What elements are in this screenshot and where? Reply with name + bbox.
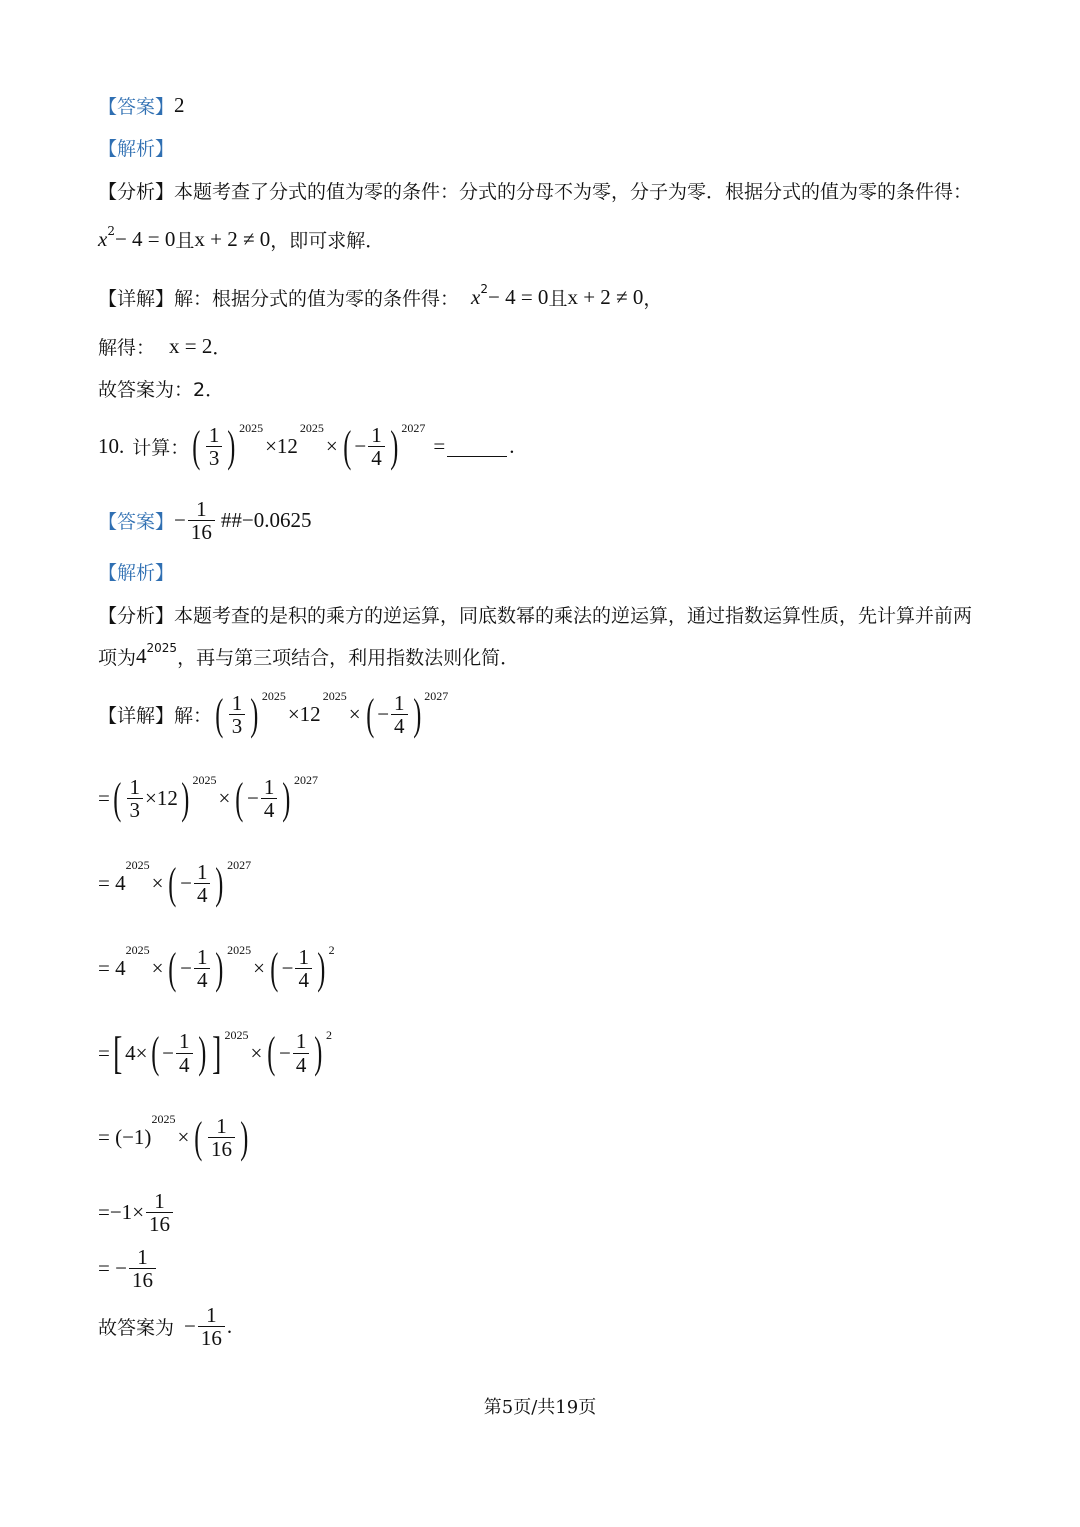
- step5: = (−1) 2025 × ( $\frac{1}{16}$ ): [98, 1112, 249, 1162]
- xiangjie-tag: 【详解】: [98, 288, 175, 310]
- and-word: 且: [175, 230, 195, 252]
- answer-alt: ##−0.0625: [220, 508, 312, 533]
- q9-xiangjie-line: 【详解】 解：根据分式的值为零的条件得： x $^2$ − 4 = 0 且 x + 2 ≠ 0 ，: [98, 281, 663, 310]
- xiangjie-text: 解：根据分式的值为零的条件得：: [174, 288, 460, 310]
- eq-a-rest2: − 4 = 0: [488, 285, 549, 309]
- solve-label: 解得：: [98, 337, 156, 359]
- and-word2: 且: [548, 288, 568, 310]
- step6: = −1 × $\frac{1}{16}$: [98, 1190, 175, 1235]
- page-footer: 第5页/共19页: [483, 1397, 597, 1418]
- eq-b: x + 2 ≠ 0: [194, 227, 271, 251]
- var-x: x: [98, 227, 108, 251]
- q9-fenxi-line: [98, 177, 972, 204]
- q10-question: 10. 计算： ( $\frac{1}{3}$ ) 2025 ×12 2025 × ( − $\frac{1}{4}$ ) 2027 = .: [98, 421, 515, 471]
- q10-final-line: 故答案为 − $\frac{1}{16}$ .: [98, 1303, 233, 1351]
- fenxi-text1: 本题考查的是积的乘方的逆运算，同底数幂的乘法的逆运算，通过指数运算性质，先计算并前两: [174, 605, 973, 627]
- final-pre: 故答案为: [98, 1317, 175, 1340]
- fenxi-text: 本题考查了分式的值为零的条件：分式的分母不为零，分子为零．根据分式的值为零的条件得：: [174, 181, 973, 203]
- xiangjie-step0: 【详解】 解： ( $\frac{1}{3}$ ) 2025 ×12 2025 × ( − $\frac{1}{4}$ ) 2027: [98, 689, 449, 739]
- q10-answer-line: 【答案】 − $\frac{1}{16}$ ##−0.0625: [98, 497, 312, 545]
- question-ask: 计算：: [132, 437, 190, 460]
- q9-solve-line: 解得： x = 2 ．: [98, 334, 232, 359]
- fenxi-tag: 【分析】: [98, 181, 175, 203]
- step7: = − $\frac{1}{16}$: [98, 1246, 158, 1291]
- fenxi-text2-post: ，再与第三项结合，利用指数法则化简．: [177, 647, 520, 669]
- step4: = [ 4× ( − $\frac{1}{4}$ ) ] 2025 × ( − $\frac{1}{4}$ ) 2: [98, 1027, 332, 1078]
- solution: x = 2: [169, 334, 213, 358]
- q9-answer-line: [98, 92, 185, 119]
- exponent: 2: [107, 223, 115, 238]
- eq-b2: x + 2 ≠ 0: [567, 285, 644, 309]
- var-x2: x: [471, 285, 481, 309]
- fenxi-cont: ，即可求解．: [270, 230, 385, 252]
- q10-fenxi-line2: 项为 4 $^{2025}$ ，再与第三项结合，利用指数法则化简．: [98, 640, 520, 669]
- q10-analysis-tag-line: [98, 558, 174, 585]
- fenxi-tag2: 【分析】: [98, 605, 175, 627]
- fenxi-text2-pre: 项为: [98, 647, 137, 669]
- q9-final-line: [98, 375, 224, 402]
- final-answer: 故答案为：2．: [98, 379, 225, 401]
- xiangjie-text2: 解：: [174, 705, 213, 728]
- q10-fenxi-line1: [98, 601, 972, 628]
- q9-analysis-tag-line: [98, 134, 174, 161]
- answer-tag2: 【答案】: [98, 511, 175, 534]
- answer-blank: [447, 436, 507, 457]
- analysis-tag2: 【解析】: [98, 562, 175, 584]
- step1: = ( $\frac{1}{3}$ ×12 ) 2025 × ( − $\frac{1}{4}$ ) 2027: [98, 773, 318, 823]
- step2: = 4 2025 × ( − $\frac{1}{4}$ ) 2027: [98, 858, 252, 908]
- step3: = 4 2025 × ( − $\frac{1}{4}$ ) 2025 × ( − $\frac{1}{4}$ ) 2: [98, 943, 335, 993]
- q9-fenxi-eq-line: [98, 223, 385, 253]
- analysis-tag: 【解析】: [98, 138, 175, 160]
- exponent2: 2: [480, 281, 488, 296]
- xiangjie-tag2: 【详解】: [98, 705, 175, 728]
- question-number: 10.: [98, 434, 125, 459]
- answer-value: 2: [174, 93, 185, 117]
- eq-a-rest: − 4 = 0: [114, 227, 176, 251]
- answer-tag: 【答案】: [98, 96, 175, 118]
